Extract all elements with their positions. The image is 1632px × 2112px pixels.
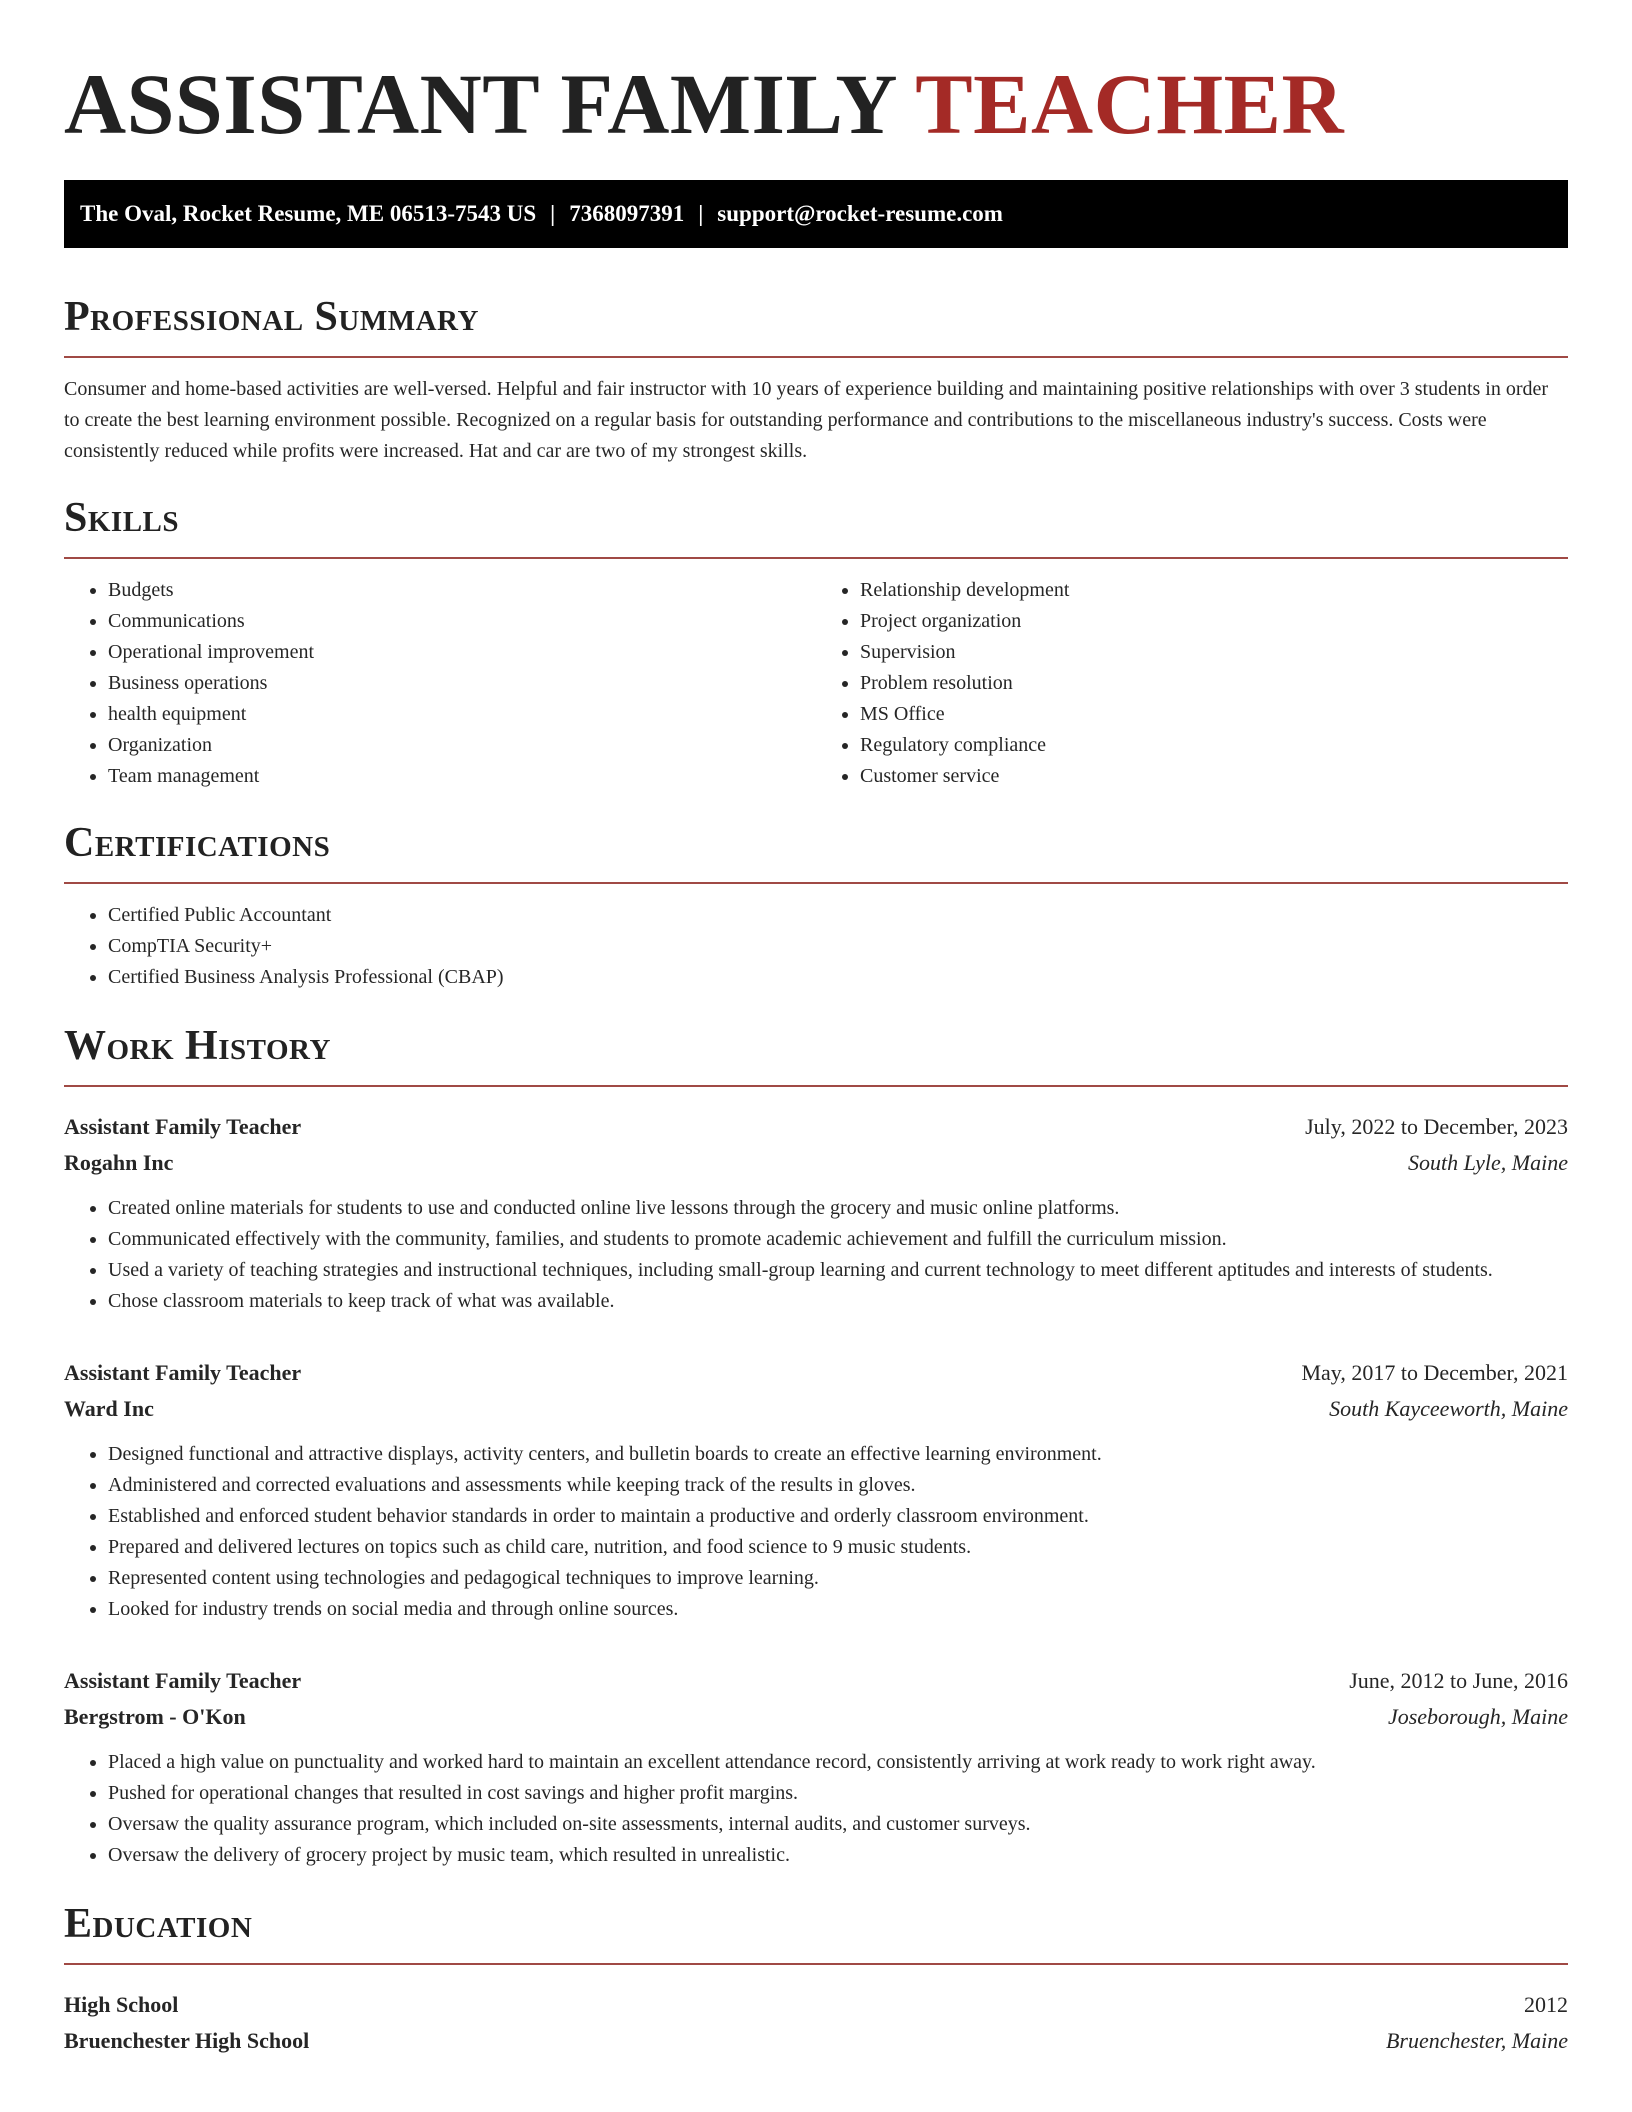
job-bullets (64, 1439, 1568, 1625)
job-bullet: • Established and enforced student behavior standards in order to maintain a productive and orderly classroom environment. (108, 1501, 1568, 1532)
skill-item: • Organization (108, 730, 816, 761)
job-bullet: • Used a variety of teaching strategies and instructional techniques, including small-group learning and current technology to meet different aptitudes and interests of students. (108, 1255, 1568, 1286)
job-company: Rogahn Inc (64, 1150, 174, 1175)
certification-item: • CompTIA Security+ (108, 931, 1568, 962)
job-title: Assistant Family Teacher (64, 1360, 302, 1385)
education-header-row (64, 1987, 1568, 2023)
education-school: Bruenchester High School (64, 2028, 310, 2053)
job-dates: July, 2022 to December, 2023 (1305, 1114, 1568, 1139)
skills-grid (64, 575, 1568, 792)
job-bullet: • Prepared and delivered lectures on topics such as child care, nutrition, and food science to 9 music students. (108, 1532, 1568, 1563)
education-entry (64, 1987, 1568, 2059)
section-title-skills: Skills (64, 495, 180, 541)
job-location: South Lyle, Maine (1407, 1150, 1568, 1175)
job-bullet: • Represented content using technologies and pedagogical techniques to improve learning. (108, 1563, 1568, 1594)
skill-item: • Supervision (860, 637, 1568, 668)
section-divider (64, 557, 1568, 559)
work-history-section (64, 1021, 1568, 1871)
summary-section (64, 292, 1568, 467)
job-bullet: • Looked for industry trends on social media and through online sources. (108, 1594, 1568, 1625)
skill-item: • Regulatory compliance (860, 730, 1568, 761)
job-header-row (64, 1109, 1568, 1145)
skill-item: • Relationship development (860, 575, 1568, 606)
contact-separator: | (698, 201, 704, 226)
job-bullet: • Pushed for operational changes that resulted in cost savings and higher profit margins. (108, 1778, 1568, 1809)
skill-item: • Problem resolution (860, 668, 1568, 699)
job-location: Joseborough, Maine (1387, 1704, 1568, 1729)
job-header-row (64, 1355, 1568, 1391)
section-title-summary: Professional Summary (64, 294, 479, 340)
job-entry (64, 1355, 1568, 1625)
skills-list-left (64, 575, 816, 792)
skill-item: • Communications (108, 606, 816, 637)
section-divider (64, 356, 1568, 358)
section-title-work-history: Work History (64, 1023, 331, 1069)
skill-item: • Customer service (860, 761, 1568, 792)
certifications-section (64, 818, 1568, 993)
job-bullet: • Oversaw the quality assurance program, which included on-site assessments, internal audits, and customer surveys. (108, 1809, 1568, 1840)
summary-text: Consumer and home-based activities are well-versed. Helpful and fair instructor with 10 years of experience building and maintaining positive relationships with over 3 students in order to create the best learning environment possible. Recognized on a regular basis for outstanding performance and contributions to the miscellaneous industry's success. Costs were consistently reduced while profits were increased. Hat and car are two of my strongest skills. (64, 378, 1549, 462)
skills-list-right (816, 575, 1568, 792)
contact-separator: | (550, 201, 556, 226)
last-name: TEACHER (915, 56, 1345, 152)
job-bullet: • Chose classroom materials to keep track of what was available. (108, 1286, 1568, 1317)
job-company-row (64, 1145, 1568, 1181)
skill-item: • health equipment (108, 699, 816, 730)
skill-item: • MS Office (860, 699, 1568, 730)
contact-email: support@rocket-resume.com (717, 201, 1003, 226)
job-title: Assistant Family Teacher (64, 1668, 302, 1693)
education-section (64, 1899, 1568, 2059)
job-company-row (64, 1391, 1568, 1427)
job-bullet: • Placed a high value on punctuality and worked hard to maintain an excellent attendance record, consistently arriving at work ready to work right away. (108, 1747, 1568, 1778)
job-company-row (64, 1699, 1568, 1735)
job-location: South Kayceeworth, Maine (1329, 1396, 1568, 1421)
section-title-education: Education (64, 1901, 253, 1947)
job-bullets (64, 1747, 1568, 1871)
contact-address: The Oval, Rocket Resume, ME 06513-7543 US (80, 201, 537, 226)
job-dates: June, 2012 to June, 2016 (1349, 1668, 1568, 1693)
job-bullet: • Oversaw the delivery of grocery project by music team, which resulted in unrealistic. (108, 1840, 1568, 1871)
certifications-list (64, 900, 1568, 993)
skill-item: • Project organization (860, 606, 1568, 637)
job-dates: May, 2017 to December, 2021 (1301, 1360, 1568, 1385)
section-divider (64, 1963, 1568, 1965)
job-entry (64, 1109, 1568, 1317)
certification-item: • Certified Business Analysis Professional (CBAP) (108, 962, 1568, 993)
education-school-row (64, 2023, 1568, 2059)
job-bullet: • Administered and corrected evaluations and assessments while keeping track of the results in gloves. (108, 1470, 1568, 1501)
job-company: Ward Inc (64, 1396, 154, 1421)
skill-item: • Team management (108, 761, 816, 792)
job-bullet: • Communicated effectively with the community, families, and students to promote academic achievement and fulfill the curriculum mission. (108, 1224, 1568, 1255)
certification-item: • Certified Public Accountant (108, 900, 1568, 931)
job-company: Bergstrom - O'Kon (64, 1704, 246, 1729)
skill-item: • Operational improvement (108, 637, 816, 668)
education-year: 2012 (1524, 1992, 1568, 2017)
first-name: ASSISTANT FAMILY (64, 56, 895, 152)
education-degree: High School (64, 1992, 179, 2017)
contact-bar (64, 180, 1568, 248)
skill-item: • Business operations (108, 668, 816, 699)
job-bullets (64, 1193, 1568, 1317)
job-entry (64, 1663, 1568, 1871)
section-divider (64, 1085, 1568, 1087)
section-title-certifications: Certifications (64, 820, 331, 866)
contact-phone: 7368097391 (569, 201, 685, 226)
job-bullet: • Designed functional and attractive displays, activity centers, and bulletin boards to create an effective learning environment. (108, 1439, 1568, 1470)
skill-item: • Budgets (108, 575, 816, 606)
job-title: Assistant Family Teacher (64, 1114, 302, 1139)
resume-name (64, 58, 1568, 150)
skills-section (64, 493, 1568, 792)
job-bullet: • Created online materials for students to use and conducted online live lessons through the grocery and music online platforms. (108, 1193, 1568, 1224)
section-divider (64, 882, 1568, 884)
job-header-row (64, 1663, 1568, 1699)
education-location: Bruenchester, Maine (1385, 2028, 1568, 2053)
